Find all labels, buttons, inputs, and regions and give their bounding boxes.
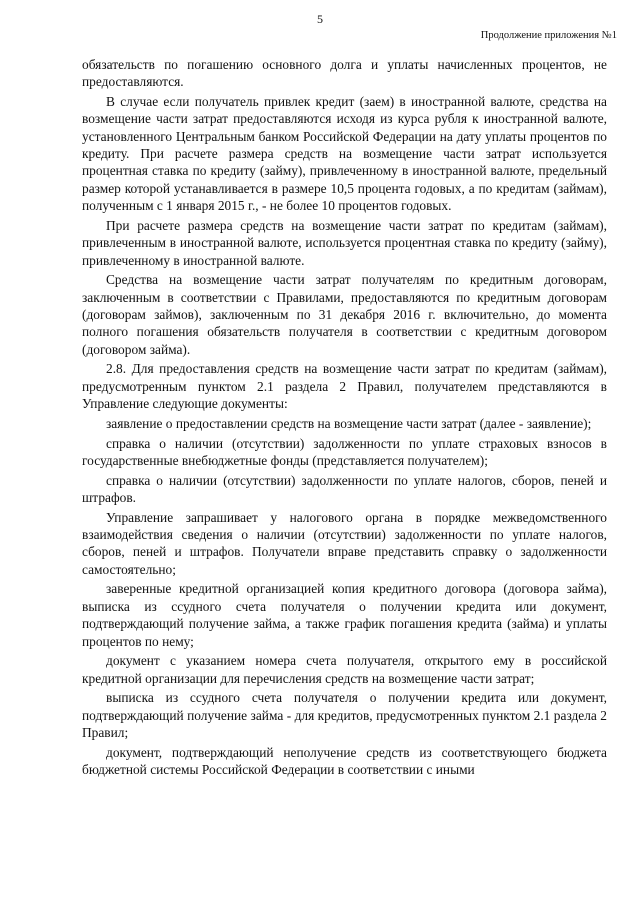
paragraph: обязательств по погашению основного долга и уплаты начисленных процентов, не предоставляются. <box>82 57 607 90</box>
paragraph: В случае если получатель привлек кредит (заем) в иностранной валюте, средства на возмещение части затрат предоставляются исходя из курса рубля к иностранной валюте, установленного Центральным банком Российской Федерации на дату уплаты процентов по кредиту. При расчете размера средств на возмещение части затрат используется процентная ставка по кредиту (займу), привлеченному в иностранной валюте, предельный размер которой устанавливается в размере 10,5 процента годовых, а по кредитам (займам), полученным с 1 января 2015 г., - не более 10 процентов годовых. <box>82 94 607 214</box>
list-item: заверенные кредитной организацией копия кредитного договора (договора займа), выписка из ссудного счета получателя о получении кредита или документ, подтверждающий получение займа, а также график погашения кредита (займа) и уплаты процентов по нему; <box>82 581 607 649</box>
list-item: заявление о предоставлении средств на возмещение части затрат (далее - заявление); <box>106 415 592 431</box>
list-item: документ с указанием номера счета получателя, открытого ему в российской кредитной организации для перечисления средств на возмещение части затрат; <box>82 653 607 686</box>
list-item: справка о наличии (отсутствии) задолженности по уплате страховых взносов в государственные внебюджетные фонды (представляется получателем); <box>82 435 607 468</box>
list-item: справка о наличии (отсутствии) задолженности по уплате налогов, сборов, пеней и штрафов. <box>82 472 607 505</box>
paragraph: При расчете размера средств на возмещение части затрат по кредитам (займам), привлеченным в иностранной валюте, используется процентная ставка по кредиту (займу), привлеченному в иностранной валюте. <box>82 217 607 268</box>
appendix-continuation-note: Продолжение приложения №1 <box>480 30 617 41</box>
paragraph: 2.8. Для предоставления средств на возмещение части затрат по кредитам (займам), предусмотренным пунктом 2.1 раздела 2 Правил, получателем представляются в Управление следующие документы: <box>82 361 607 412</box>
paragraph: Управление запрашивает у налогового органа в порядке межведомственного взаимодействия сведения о наличии (отсутствии) задолженности по уплате налогов, сборов, пеней и штрафов. Получатели вправе представить справку о задолженности самостоятельно; <box>82 509 607 577</box>
paragraph: Средства на возмещение части затрат получателям по кредитным договорам, заключенным в соответствии с Правилами, предоставляются по кредитным договорам (договорам займов), заключенным по 31 декабря 2016 г. включительно, до момента полного погашения обязательств получателя в соответствии с кредитным договором (договором займа). <box>82 272 607 357</box>
list-item: выписка из ссудного счета получателя о получении кредита или документ, подтверждающий получение займа - для кредитов, предусмотренных пунктом 2.1 раздела 2 Правил; <box>82 690 607 741</box>
list-item: документ, подтверждающий неполучение средств из соответствующего бюджета бюджетной системы Российской Федерации в соответствии с иными <box>82 744 607 778</box>
document-body <box>82 56 607 781</box>
page-number: 5 <box>317 12 323 26</box>
